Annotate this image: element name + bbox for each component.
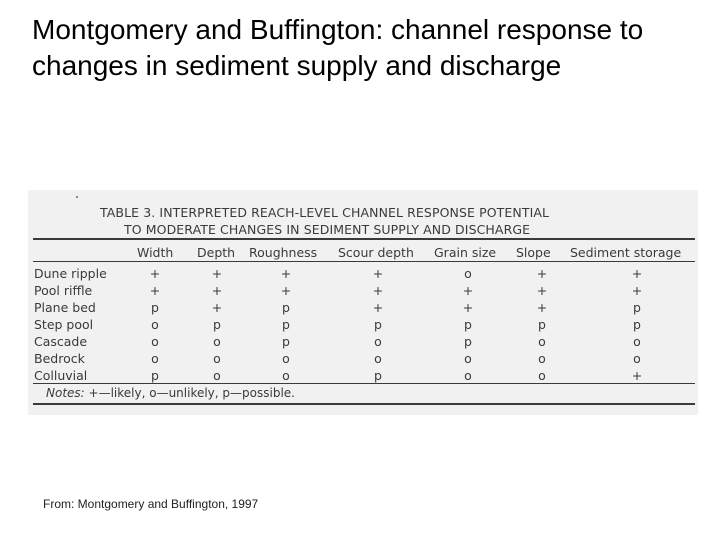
table-cell: + bbox=[149, 266, 161, 281]
column-header-roughness: Roughness bbox=[249, 245, 318, 260]
table-cell: p bbox=[374, 317, 382, 332]
row-label: Dune ripple bbox=[34, 266, 107, 281]
table-cell: + bbox=[536, 300, 548, 315]
table-cell: o bbox=[282, 368, 290, 383]
table-caption-line-2: TO MODERATE CHANGES IN SEDIMENT SUPPLY AND DISCHARGE bbox=[124, 222, 531, 237]
table-cell: + bbox=[631, 368, 643, 383]
column-header-sediment-storage: Sediment storage bbox=[570, 245, 682, 260]
table-cell: o bbox=[538, 334, 546, 349]
table-cell: o bbox=[213, 351, 221, 366]
row-label: Plane bed bbox=[34, 300, 96, 315]
table-cell: + bbox=[372, 266, 384, 281]
table-cell: p bbox=[374, 368, 382, 383]
table-cell: + bbox=[211, 266, 223, 281]
table-cell: + bbox=[631, 283, 643, 298]
table-cell: o bbox=[374, 334, 382, 349]
table-body-rule bbox=[33, 383, 695, 384]
table-cell: p bbox=[633, 317, 641, 332]
table-cell: o bbox=[538, 368, 546, 383]
slide-title: Montgomery and Buffington: channel response to changes in sediment supply and discharge bbox=[32, 14, 644, 81]
table-caption-line-1: TABLE 3. INTERPRETED REACH-LEVEL CHANNEL RESPONSE POTENTIAL bbox=[100, 205, 550, 220]
row-label: Cascade bbox=[34, 334, 88, 349]
table-cell: + bbox=[462, 283, 474, 298]
table-cell: + bbox=[631, 266, 643, 281]
table-cell: o bbox=[213, 368, 221, 383]
table-cell: + bbox=[280, 266, 292, 281]
table-cell: + bbox=[536, 283, 548, 298]
column-header-scour-depth: Scour depth bbox=[338, 245, 414, 260]
table-cell: p bbox=[151, 300, 159, 315]
table-notes bbox=[46, 386, 295, 400]
table-cell: o bbox=[151, 317, 159, 332]
table-cell: o bbox=[633, 334, 641, 349]
table-cell: p bbox=[282, 334, 290, 349]
row-label: Bedrock bbox=[34, 351, 85, 366]
table-cell: + bbox=[211, 300, 223, 315]
column-header-width: Width bbox=[137, 245, 174, 260]
source-citation: From: Montgomery and Buffington, 1997 bbox=[43, 497, 259, 511]
table-cell: p bbox=[464, 334, 472, 349]
table-cell: o bbox=[213, 334, 221, 349]
scan-speck bbox=[76, 196, 78, 198]
table-cell: o bbox=[633, 351, 641, 366]
table-cell: o bbox=[151, 351, 159, 366]
table-cell: + bbox=[211, 283, 223, 298]
table-cell: + bbox=[149, 283, 161, 298]
table-cell: + bbox=[372, 300, 384, 315]
table-cell: o bbox=[464, 368, 472, 383]
table-cell: o bbox=[538, 351, 546, 366]
table-cell: + bbox=[462, 300, 474, 315]
notes-label: Notes: bbox=[46, 386, 85, 400]
table-header-rule bbox=[33, 261, 695, 262]
notes-text: +—likely, o—unlikely, p—possible. bbox=[88, 386, 295, 400]
table-cell: p bbox=[633, 300, 641, 315]
table-cell: o bbox=[282, 351, 290, 366]
column-header-slope: Slope bbox=[516, 245, 551, 260]
table-cell: p bbox=[464, 317, 472, 332]
row-label: Colluvial bbox=[34, 368, 88, 383]
column-header-grain-size: Grain size bbox=[434, 245, 497, 260]
table-cell: + bbox=[280, 283, 292, 298]
column-header-depth: Depth bbox=[197, 245, 236, 260]
row-label: Pool riffle bbox=[34, 283, 93, 298]
table-cell: o bbox=[151, 334, 159, 349]
table-cell: p bbox=[282, 317, 290, 332]
table-bottom-rule bbox=[33, 403, 695, 405]
table-cell: + bbox=[372, 283, 384, 298]
table-cell: p bbox=[282, 300, 290, 315]
table-cell: o bbox=[464, 266, 472, 281]
table-cell: + bbox=[536, 266, 548, 281]
table-caption bbox=[100, 204, 660, 238]
table-cell: o bbox=[464, 351, 472, 366]
table-cell: o bbox=[374, 351, 382, 366]
table-cell: p bbox=[213, 317, 221, 332]
row-label: Step pool bbox=[34, 317, 94, 332]
table-cell: p bbox=[151, 368, 159, 383]
table-cell: p bbox=[538, 317, 546, 332]
table-top-rule bbox=[33, 238, 695, 240]
